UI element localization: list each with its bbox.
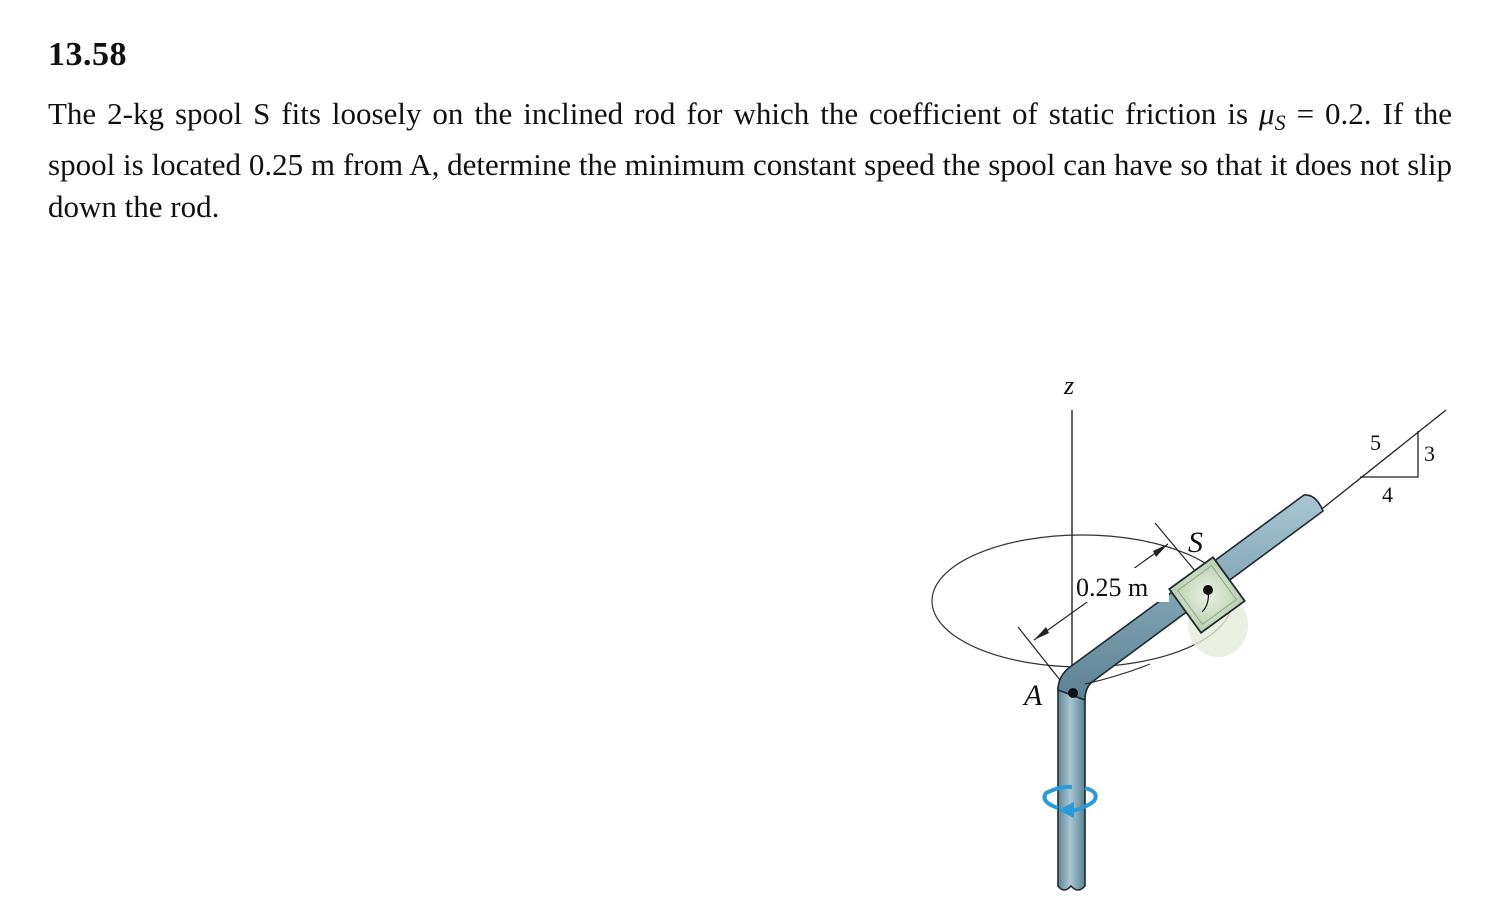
point-a-dot [1068, 688, 1078, 698]
dimension-arrow-start-icon [1034, 627, 1049, 640]
dimension-arrow-end-icon [1153, 544, 1168, 557]
spool-label: S [1188, 526, 1203, 559]
slope-triangle [1360, 431, 1418, 477]
slope-run-label: 4 [1382, 482, 1393, 507]
z-axis-label: z [1064, 371, 1075, 400]
problem-text-part2: = 0.2. If the spool is located 0.25 m from A, determine the minimum constant speed the spool can have so that it does not slip down the rod. [48, 96, 1452, 224]
slope-hypotenuse-label: 5 [1370, 430, 1381, 455]
distance-label: 0.25 m [1076, 573, 1149, 602]
problem-text-part1: The 2-kg spool S fits loosely on the inclined rod for which the coefficient of static friction is [48, 96, 1260, 131]
mu-symbol: μ [1259, 96, 1275, 131]
problem-number: 13.58 [48, 36, 127, 73]
slope-rise-label: 3 [1424, 441, 1435, 466]
mu-subscript: S [1274, 110, 1286, 135]
point-a-label: A [1024, 679, 1043, 712]
